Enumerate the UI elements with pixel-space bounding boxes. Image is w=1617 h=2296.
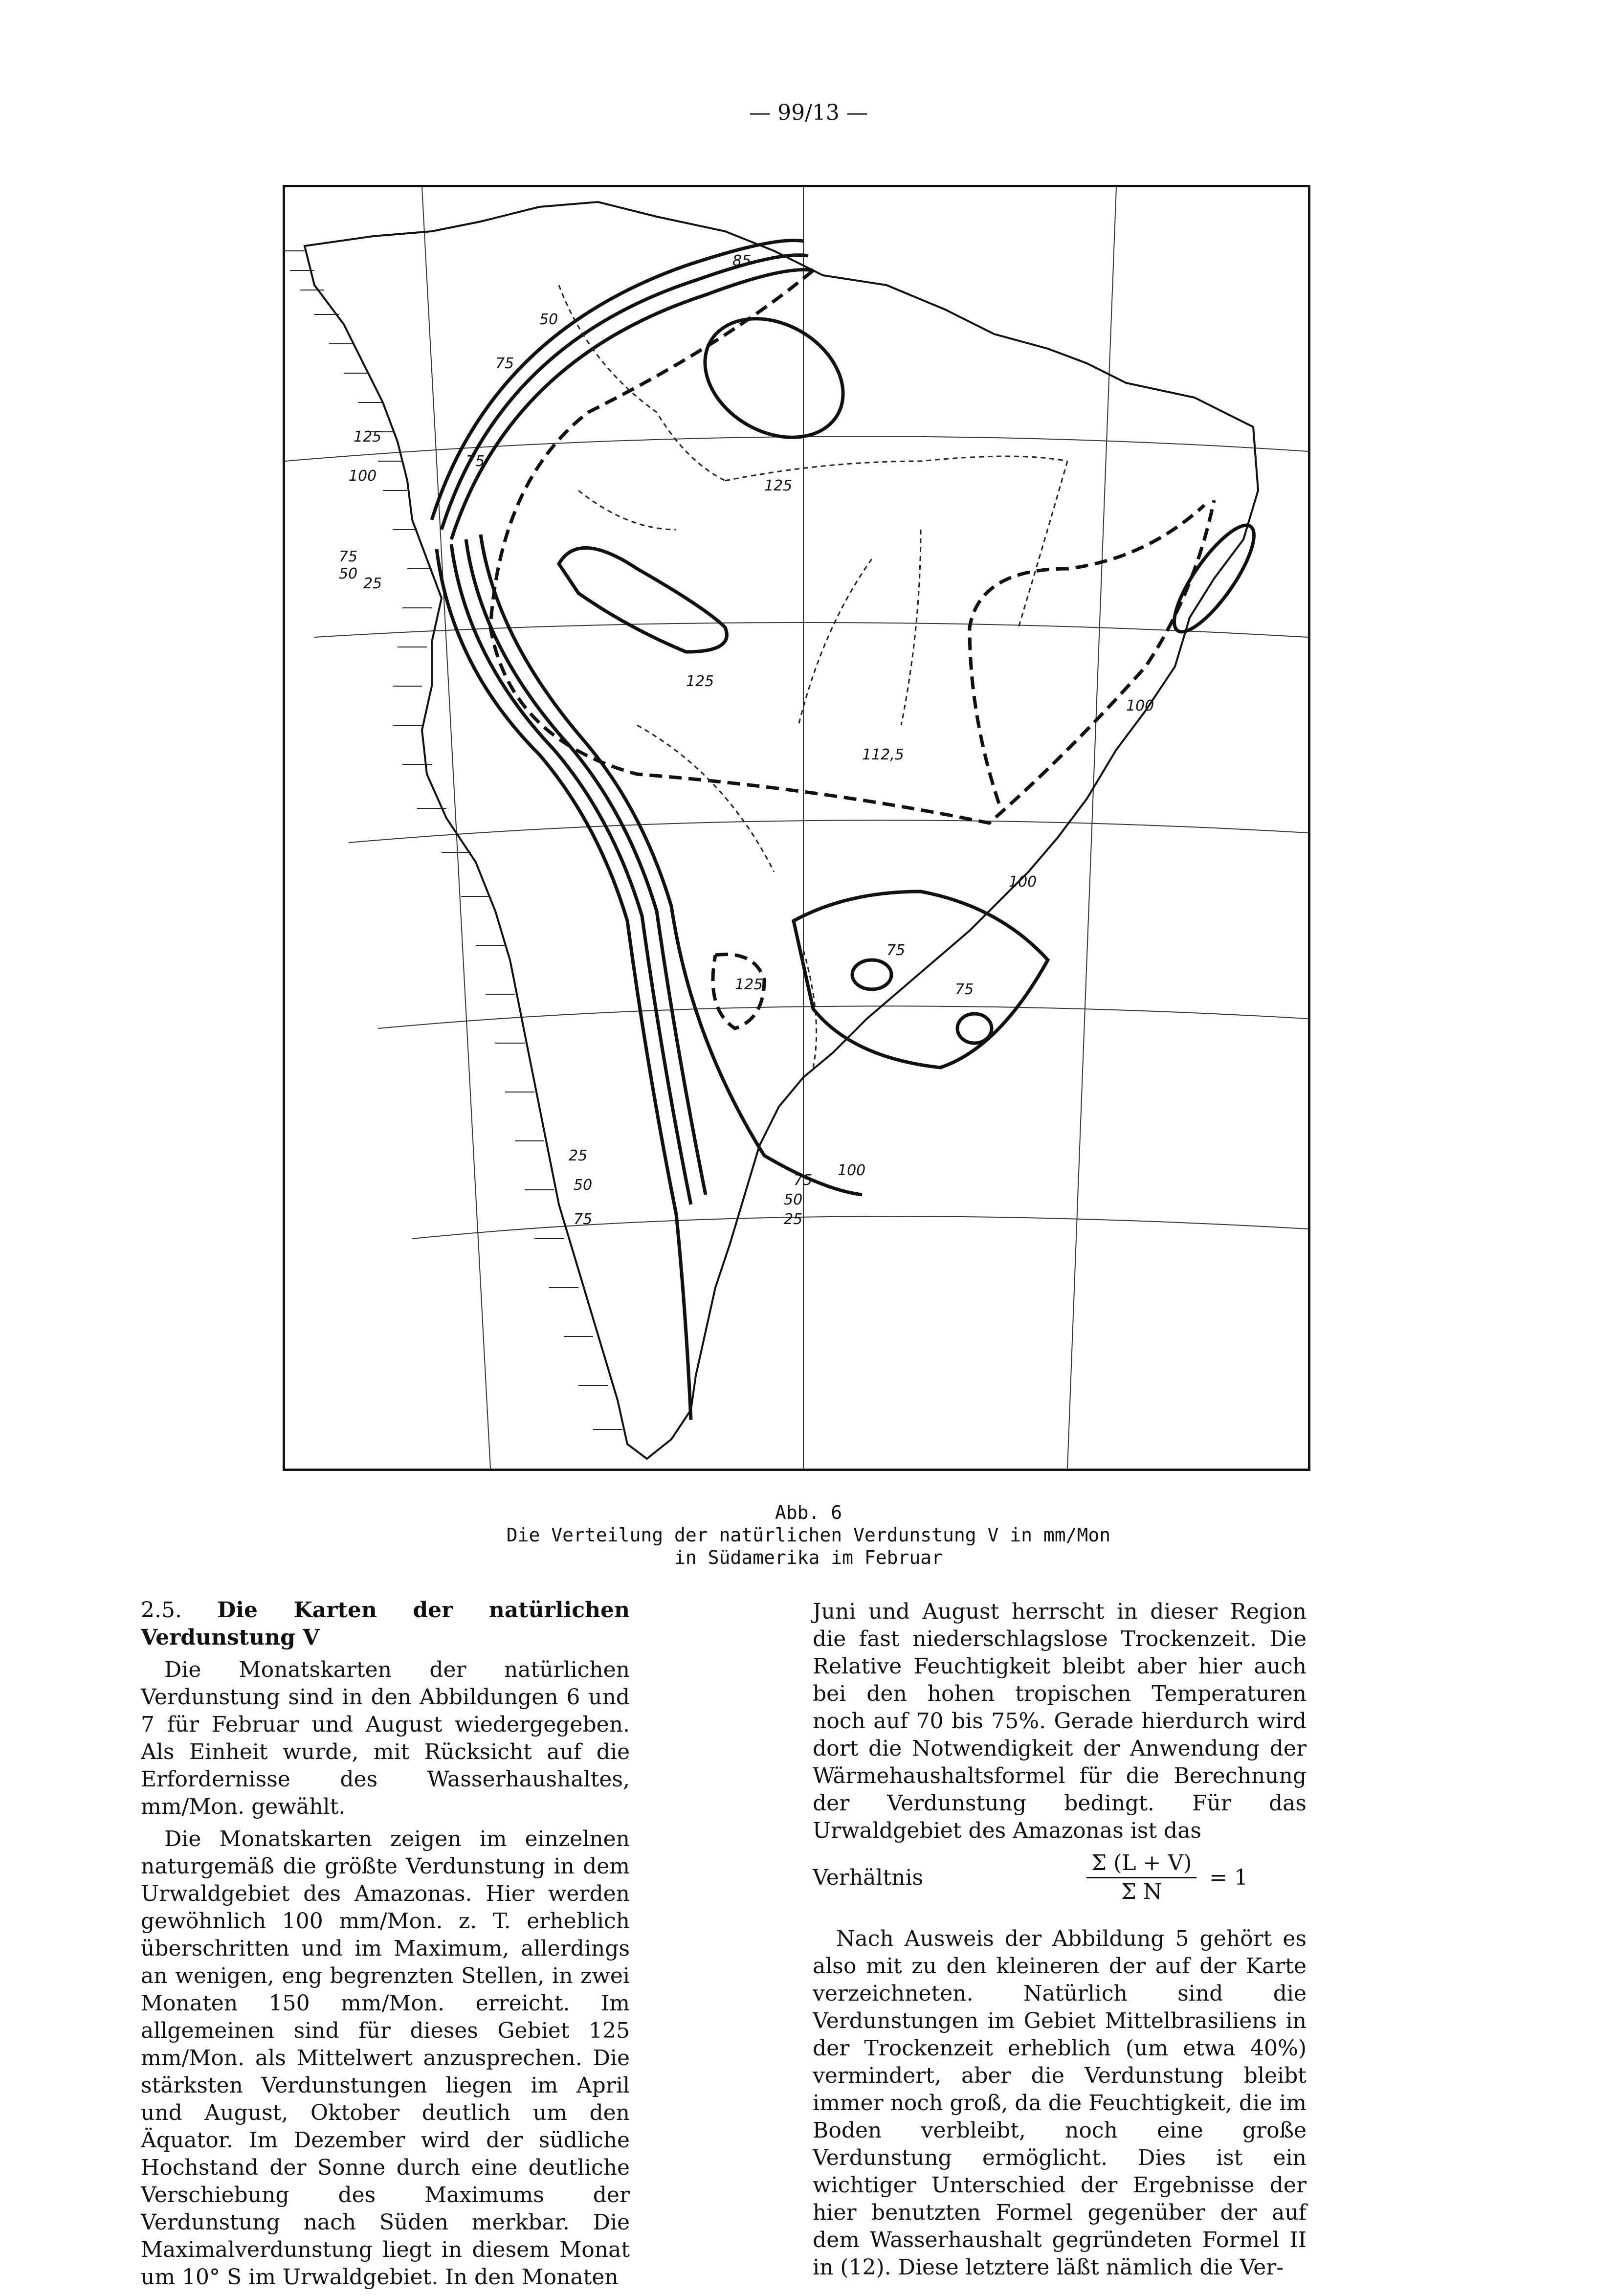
map-label: 125 [354, 428, 382, 446]
map-graticule [285, 187, 1308, 1469]
coast-hatching [285, 251, 622, 1429]
caption-title-line-1: Die Verteilung der natürlichen Verdunstung V in mm/Mon [506, 1524, 1111, 1546]
caption-figure-number: Abb. 6 [775, 1502, 842, 1523]
ratio-label: Verhältnis [813, 1865, 924, 1890]
map-label: 112,5 [862, 746, 904, 763]
section-heading [141, 1597, 630, 1651]
map-label: 125 [735, 976, 763, 993]
latitude-line [378, 1006, 1308, 1028]
map-label: 100 [349, 468, 377, 485]
map-label: 50 [539, 311, 558, 328]
map-label: 75 [886, 942, 906, 959]
latitude-line [349, 820, 1308, 843]
isoline-75-b [957, 1014, 992, 1043]
map-label: 75 [339, 548, 358, 565]
map-label: 50 [784, 1191, 803, 1208]
section-number: 2.5. [141, 1598, 182, 1623]
left-paragraph-1: Die Monatskarten der natürlichen Verdunstung sind in den Abbildungen 6 und 7 für Februar und August wiedergegeben. Als Einheit wurde, mit Rücksicht auf die Erfordernisse des Wasserhaushaltes, mm/Mon. gewählt. [141, 1657, 630, 1819]
longitude-line [1067, 187, 1116, 1469]
section-title: Die Karten der natürlichen Verdunstung V [141, 1598, 630, 1650]
map-label: 100 [1126, 697, 1154, 714]
ratio-denominator: Σ N [1121, 1879, 1162, 1904]
isoline-75-a [852, 960, 891, 989]
map-label: 100 [1009, 873, 1037, 891]
right-column [813, 1598, 1307, 2286]
map-label: 25 [784, 1211, 803, 1228]
map-label: 75 [574, 1211, 593, 1228]
latitude-line [314, 623, 1308, 637]
isolines-solid [432, 241, 862, 1420]
rivers-borders [559, 285, 1067, 1068]
right-paragraph-1: Juni und August herrscht in dieser Region die fast niederschlagslose Trockenzeit. Die Relative Feuchtigkeit bleibt aber hier auch bei den hohen tropischen Temperaturen noch auf 70 bis 75%. Gerade hierdurch wird dort die Notwendigkeit der Anwendung der Wärmehaushaltsformel für die Berechnung der Verdunstung bedingt. Für das Urwaldgebiet des Amazonas ist das [813, 1599, 1307, 1843]
ratio-fraction [1086, 1850, 1196, 1906]
map-label: 125 [686, 673, 714, 690]
isolines-closed [559, 295, 1266, 1068]
map-label: 50 [339, 565, 358, 582]
map-label: 125 [764, 477, 793, 494]
isolines-dashed [490, 270, 1214, 1028]
left-column [141, 1597, 630, 2296]
map-label: 50 [574, 1177, 593, 1194]
map-label: 75 [466, 453, 485, 470]
caption-title-line-2: in Südamerika im Februar [674, 1547, 943, 1568]
left-paragraph-2: Die Monatskarten zeigen im einzelnen naturgemäß die größte Verdunstung in dem Urwaldgebiet des Amazonas. Hier werden gewöhnlich 100 mm/Mon. z. T. erheblich überschritten und im Maximum, allerdings an wenigen, eng begrenzten Stellen, in zwei Monaten 150 mm/Mon. erreicht. Im allgemeinen sind für dieses Gebiet 125 mm/Mon. als Mittelwert anzusprechen. Die stärksten Verdunstungen liegen im April und August, Oktober deutlich um den Äquator. Im Dezember wird der südliche Hochstand der Sonne durch eine deutliche Verschiebung des Maximums der Verdunstung nach Süden merkbar. Die Maximalverdunstung liegt in diesem Monat um 10° S im Urwaldgebiet. In den Monaten [141, 1827, 630, 2290]
map-label: 75 [495, 355, 514, 372]
map-label: 75 [794, 1172, 813, 1189]
isoline-100-south [794, 892, 1048, 1068]
map-figure [283, 185, 1310, 1471]
ratio-formula [813, 1850, 1307, 1906]
map-label: 25 [363, 575, 382, 592]
latitude-line [412, 1216, 1308, 1239]
longitude-line [422, 187, 490, 1469]
latitude-line [285, 436, 1308, 461]
isoline-125-west [559, 548, 727, 652]
ratio-result: = 1 [1209, 1865, 1248, 1890]
ratio-numerator: Σ (L + V) [1086, 1850, 1196, 1878]
map-label: 85 [732, 252, 752, 269]
page-number: — 99/13 — [749, 100, 868, 125]
map-label: 75 [955, 981, 974, 998]
figure-caption [0, 1501, 1617, 1569]
right-paragraph-2: Nach Ausweis der Abbildung 5 gehört es also mit zu den kleineren der auf der Karte verzeichneten. Natürlich sind die Verdunstungen im Gebiet Mittelbrasiliens in der Trockenzeit erheblich (um etwa 40%) vermindert, aber die Verdunstung bleibt immer noch groß, da die Feuchtigkeit, die im Boden verbleibt, noch eine große Verdunstung ermöglicht. Dies ist ein wichtiger Unterschied der Ergebnisse der hier benutzten Formel gegenüber der auf dem Wasserhaushalt gegründeten Formel II in (12). Diese letztere läßt nämlich die Ver- [813, 1926, 1307, 2280]
map-label: 25 [569, 1147, 588, 1164]
evaporation-map [285, 187, 1308, 1469]
map-label: 100 [838, 1162, 866, 1179]
continent-outline [305, 202, 1258, 1459]
